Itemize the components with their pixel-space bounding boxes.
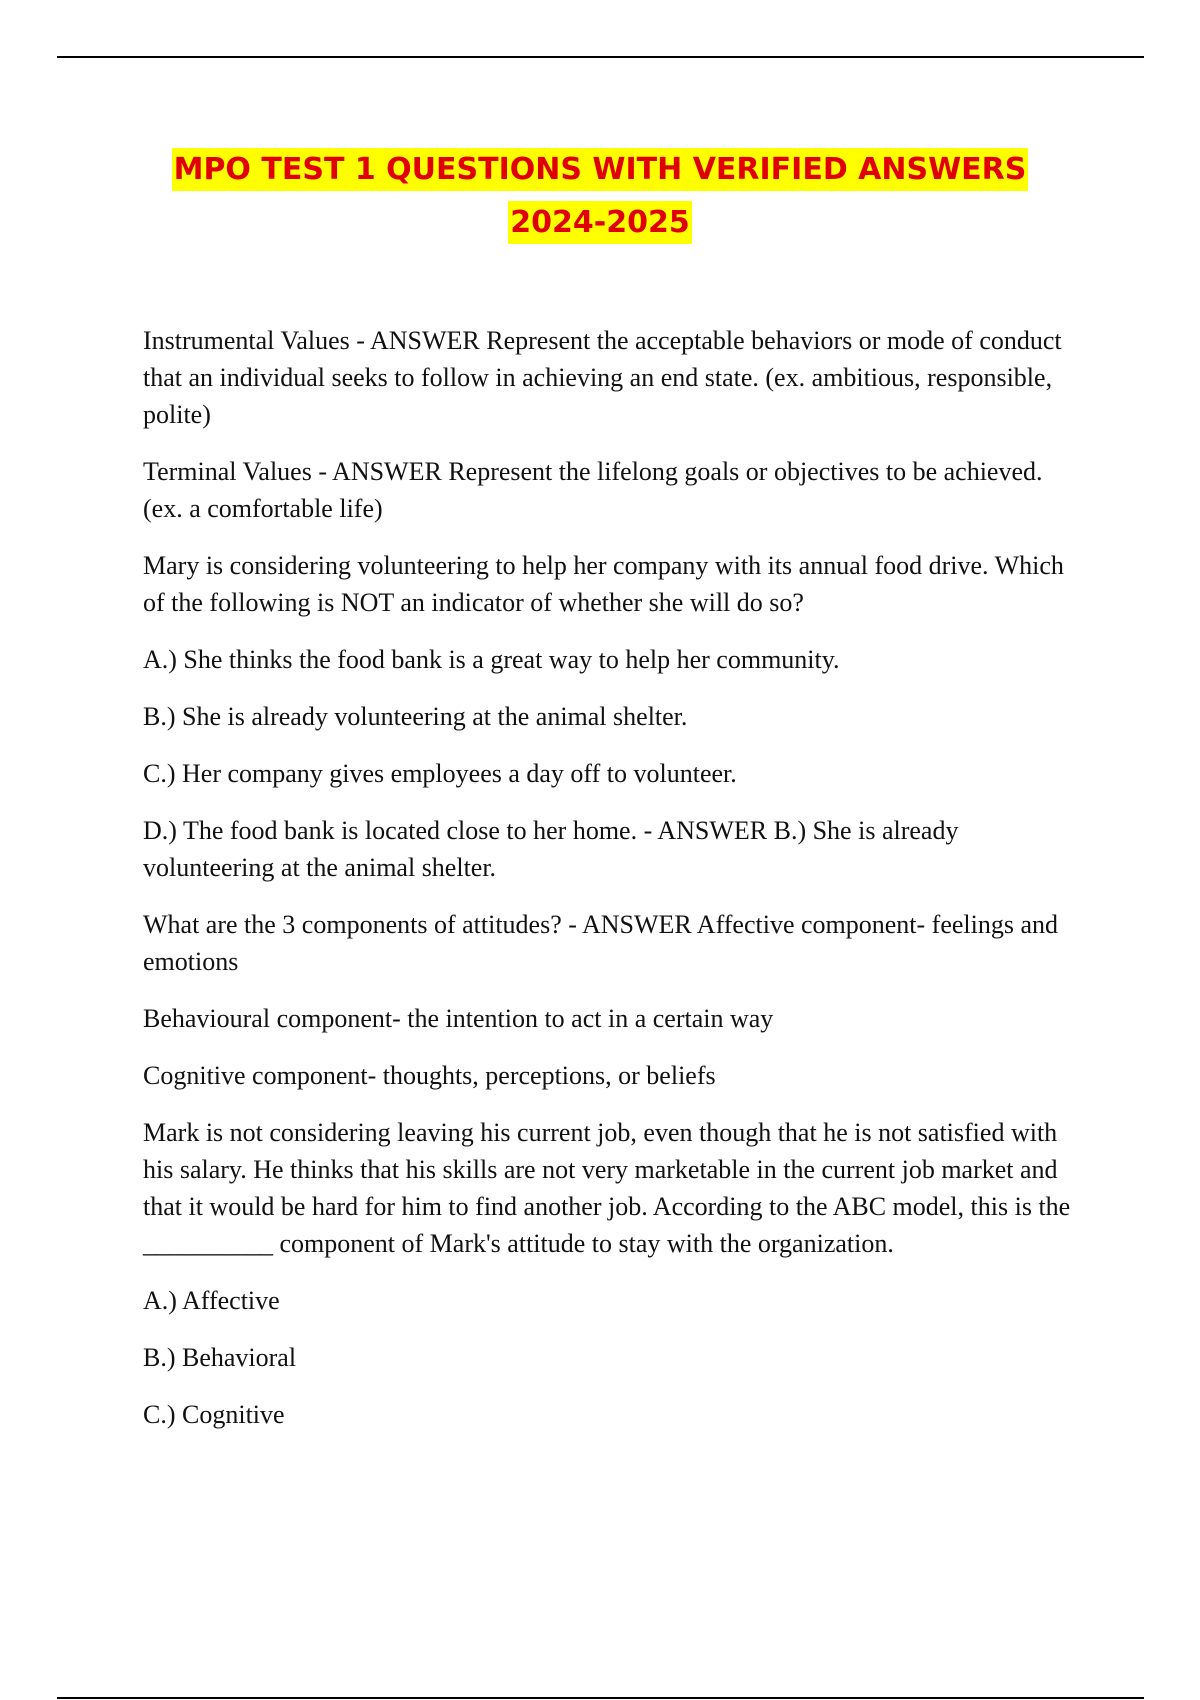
bottom-rule (57, 1697, 1144, 1699)
paragraph-option-affective: A.) Affective (143, 1286, 280, 1315)
paragraph-cognitive-component: Cognitive component- thoughts, perceptions, or beliefs (143, 1061, 716, 1090)
paragraph-option-c: C.) Her company gives employees a day off to volunteer. (143, 759, 737, 788)
title-text-1: MPO TEST 1 QUESTIONS WITH VERIFIED ANSWERS (172, 148, 1029, 191)
title-text-2: 2024-2025 (508, 201, 691, 244)
paragraph-option-cognitive: C.) Cognitive (143, 1400, 285, 1429)
title-line-1 (0, 143, 1200, 196)
document-title (0, 143, 1200, 249)
paragraph-behavioural-component: Behavioural component- the intention to act in a certain way (143, 1004, 774, 1033)
paragraph-option-d-answer: D.) The food bank is located close to her home. - ANSWER B.) She is already volunteering at the animal shelter. (143, 816, 959, 882)
document-body (143, 322, 1088, 1453)
paragraph-question-mary: Mary is considering volunteering to help her company with its annual food drive. Which of the following is NOT an indicator of whether she will do so? (143, 551, 1064, 617)
paragraph-instrumental-values: Instrumental Values - ANSWER Represent the acceptable behaviors or mode of conduct that an individual seeks to follow in achieving an end state. (ex. ambitious, responsible, polite) (143, 326, 1062, 429)
paragraph-option-behavioral: B.) Behavioral (143, 1343, 297, 1372)
title-line-2 (0, 196, 1200, 249)
paragraph-terminal-values: Terminal Values - ANSWER Represent the lifelong goals or objectives to be achieved. (ex. a comfortable life) (143, 457, 1043, 523)
paragraph-option-a: A.) She thinks the food bank is a great way to help her community. (143, 645, 840, 674)
top-rule (57, 56, 1144, 58)
paragraph-option-b: B.) She is already volunteering at the animal shelter. (143, 702, 688, 731)
paragraph-question-mark: Mark is not considering leaving his current job, even though that he is not satisfied with his salary. He thinks that his skills are not very marketable in the current job market and that it would be hard for him to find another job. According to the ABC model, this is the __________ component of Mark's attitude to stay with the organization. (143, 1118, 1071, 1258)
paragraph-attitude-components: What are the 3 components of attitudes? - ANSWER Affective component- feelings and emotions (143, 910, 1059, 976)
